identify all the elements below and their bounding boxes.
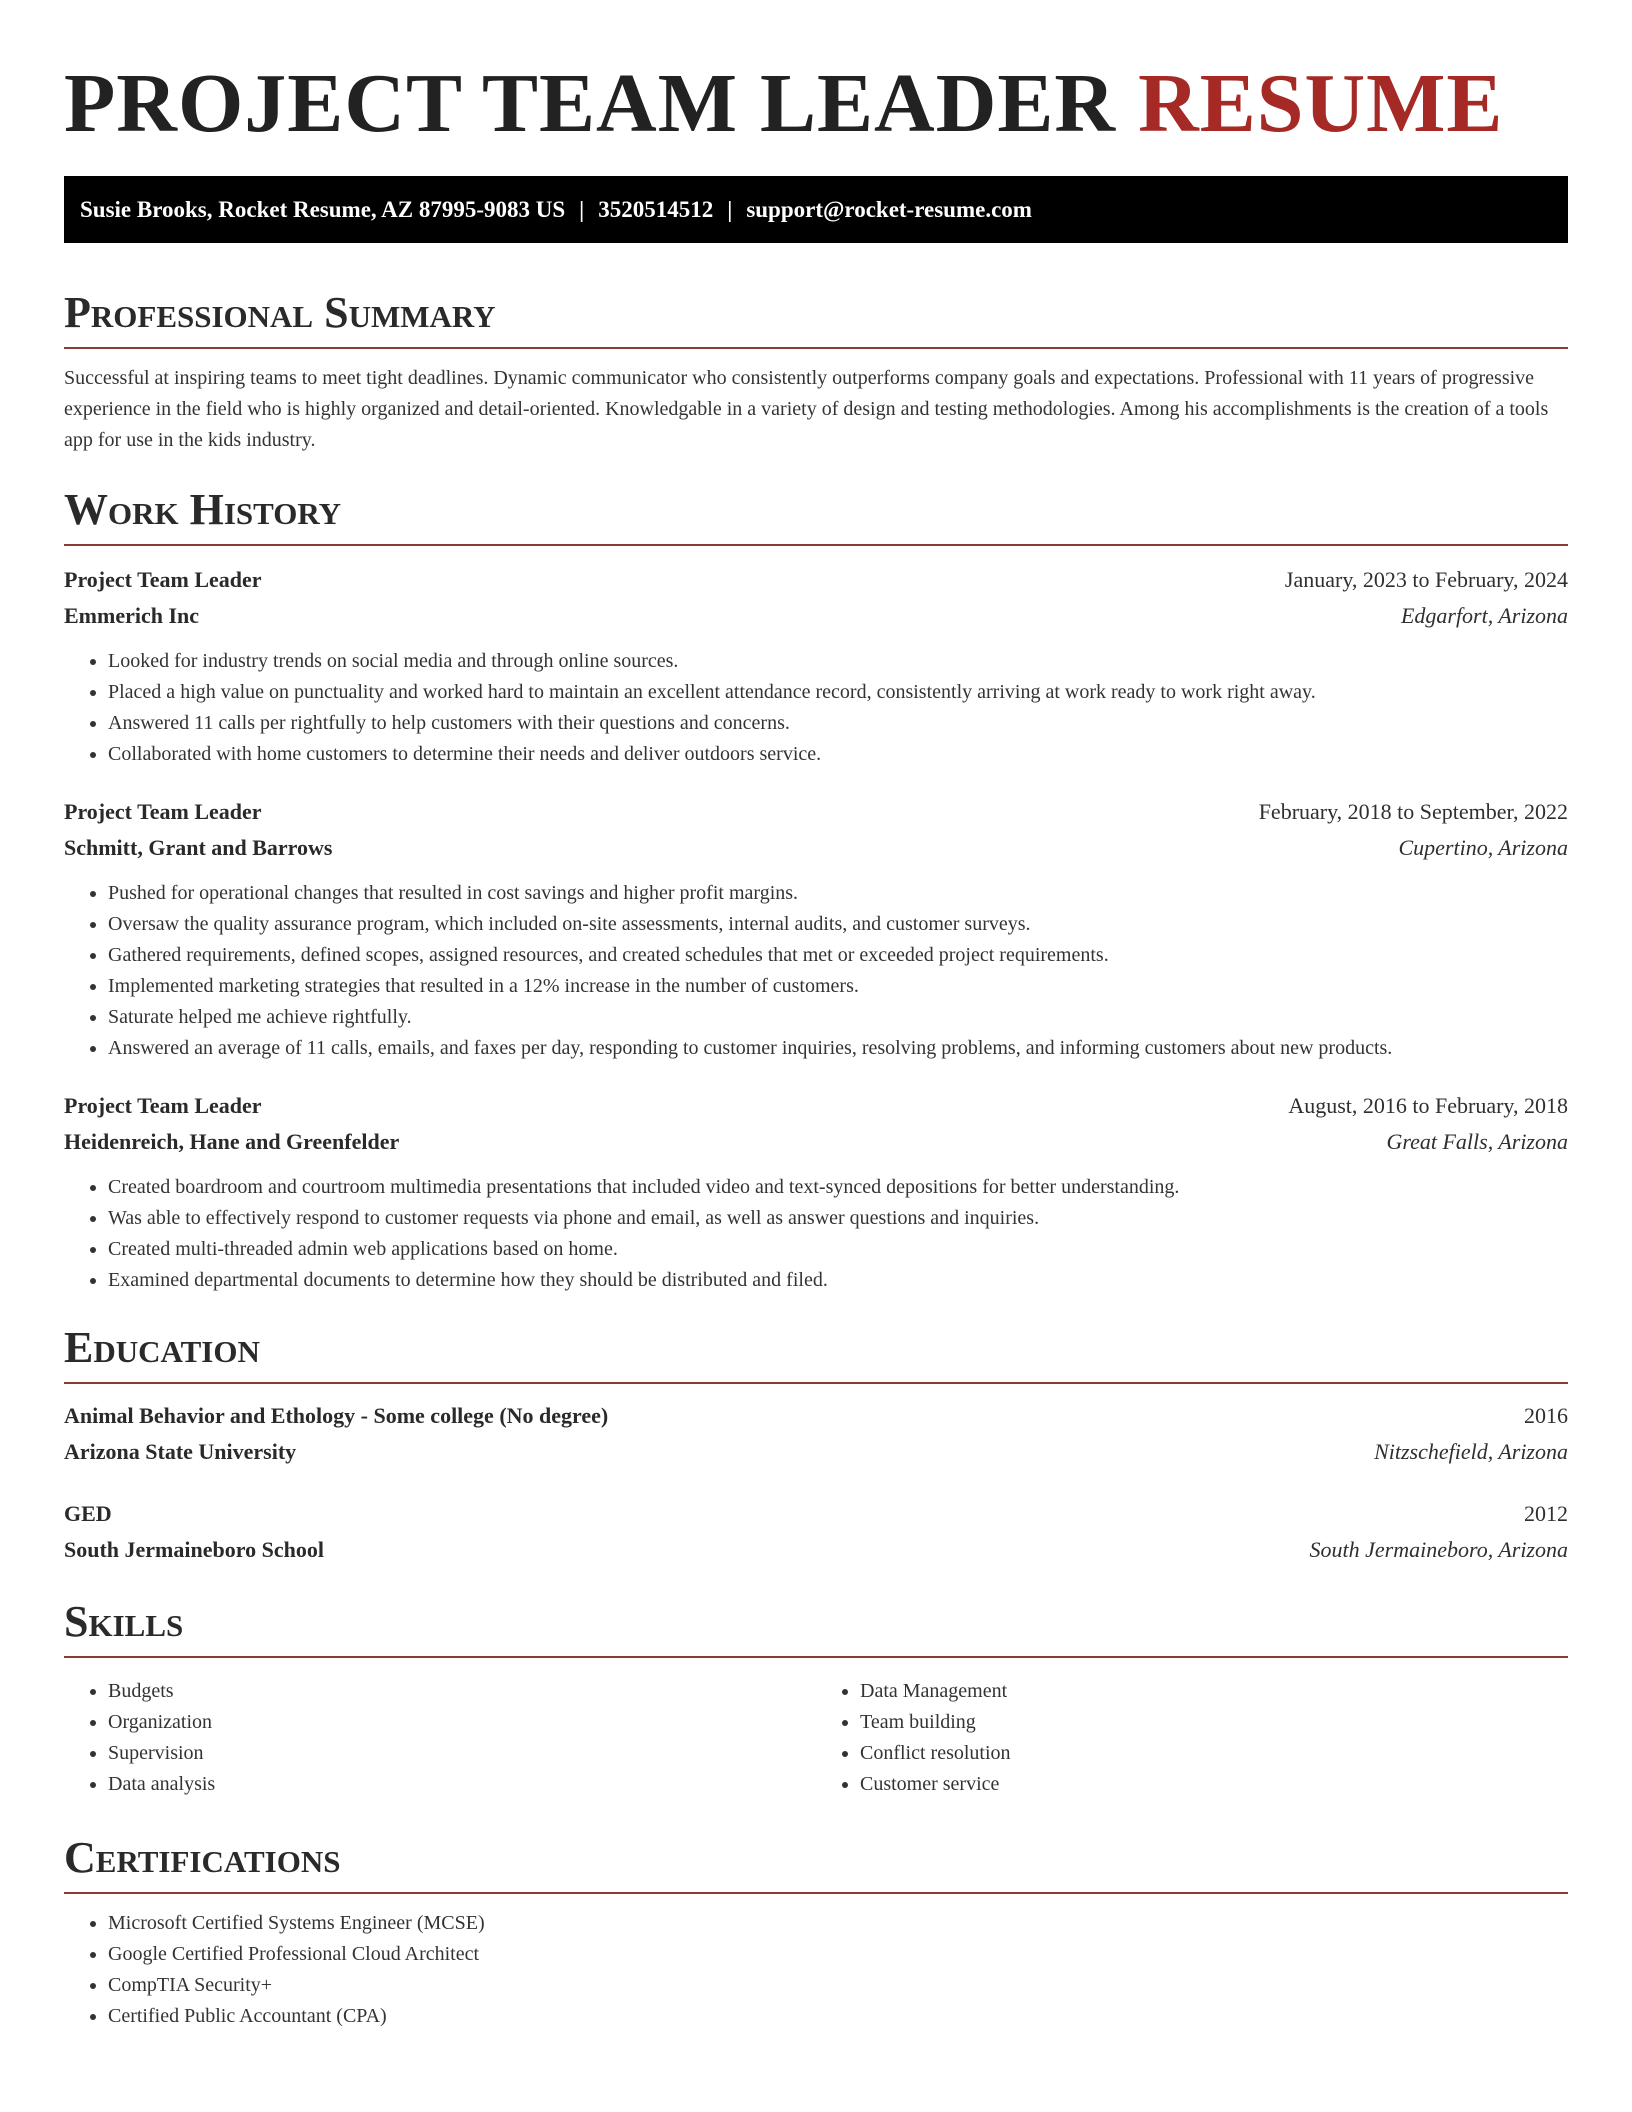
section-divider (64, 544, 1568, 546)
skill-item: • Organization (108, 1707, 816, 1738)
education-school: South Jermaineboro School (64, 1537, 324, 1562)
section-heading: Certifications (64, 1833, 341, 1882)
title-accent: RESUME (1138, 57, 1504, 150)
section-heading: Work History (64, 485, 342, 534)
job-dates: August, 2016 to February, 2018 (1288, 1093, 1568, 1118)
contact-phone: 3520514512 (598, 197, 714, 222)
skills-section (64, 1594, 1568, 1800)
job-duty: • Gathered requirements, defined scopes, assigned resources, and created schedules that met or exceeded project requirements. (108, 940, 1568, 971)
certification-item: • Microsoft Certified Systems Engineer (MCSE) (108, 1908, 1568, 1939)
job-entry (64, 794, 1568, 1064)
skills-column-right (816, 1676, 1568, 1800)
skills-grid (64, 1672, 1568, 1800)
education-entry (64, 1398, 1568, 1470)
skill-item: • Supervision (108, 1738, 816, 1769)
certification-item: • Certified Public Accountant (CPA) (108, 2001, 1568, 2032)
resume-title (64, 56, 1568, 152)
job-duty: • Examined departmental documents to determine how they should be distributed and filed. (108, 1265, 1568, 1296)
education-degree: GED (64, 1501, 112, 1526)
summary-section (64, 285, 1568, 456)
education-location: South Jermaineboro, Arizona (1309, 1537, 1568, 1562)
job-duties (64, 878, 1568, 1064)
education-year: 2016 (1524, 1403, 1568, 1428)
job-location: Great Falls, Arizona (1386, 1129, 1568, 1154)
job-duties (64, 646, 1568, 770)
work-history-section (64, 482, 1568, 1296)
skill-item: • Customer service (860, 1769, 1568, 1800)
skill-item: • Data analysis (108, 1769, 816, 1800)
job-duty: • Saturate helped me achieve rightfully. (108, 1002, 1568, 1033)
skill-item: • Team building (860, 1707, 1568, 1738)
education-location: Nitzschefield, Arizona (1374, 1439, 1568, 1464)
job-duty: • Pushed for operational changes that resulted in cost savings and higher profit margins. (108, 878, 1568, 909)
section-divider (64, 347, 1568, 349)
job-dates: February, 2018 to September, 2022 (1258, 799, 1568, 824)
job-duty: • Answered 11 calls per rightfully to help customers with their questions and concerns. (108, 708, 1568, 739)
contact-address: Susie Brooks, Rocket Resume, AZ 87995-9083 US (80, 197, 566, 222)
education-section (64, 1320, 1568, 1568)
education-year: 2012 (1524, 1501, 1568, 1526)
job-duty: • Oversaw the quality assurance program, which included on-site assessments, internal audits, and customer surveys. (108, 909, 1568, 940)
job-company: Schmitt, Grant and Barrows (64, 835, 333, 860)
job-duties (64, 1172, 1568, 1296)
job-location: Edgarfort, Arizona (1400, 603, 1568, 628)
job-duty: • Collaborated with home customers to determine their needs and deliver outdoors service. (108, 739, 1568, 770)
job-company: Emmerich Inc (64, 603, 200, 628)
education-school: Arizona State University (64, 1439, 297, 1464)
job-title: Project Team Leader (64, 567, 262, 592)
summary-text: Successful at inspiring teams to meet tight deadlines. Dynamic communicator who consistently outperforms company goals and expectations. Professional with 11 years of progressive experience in the field who is highly organized and detail-oriented. Knowledgable in a variety of design and testing methodologies. Among his accomplishments is the creation of a tools app for use in the kids industry. (64, 367, 1549, 451)
job-title: Project Team Leader (64, 799, 262, 824)
section-heading: Skills (64, 1597, 184, 1646)
job-duty: • Placed a high value on punctuality and worked hard to maintain an excellent attendance record, consistently arriving at work ready to work right away. (108, 677, 1568, 708)
section-heading: Education (64, 1323, 260, 1372)
job-title: Project Team Leader (64, 1093, 262, 1118)
certifications-list (64, 1908, 1568, 2032)
job-duty: • Created boardroom and courtroom multimedia presentations that included video and text-synced depositions for better understanding. (108, 1172, 1568, 1203)
job-company: Heidenreich, Hane and Greenfelder (64, 1129, 400, 1154)
skills-column-left (64, 1676, 816, 1800)
section-divider (64, 1382, 1568, 1384)
section-heading: Professional Summary (64, 288, 496, 337)
job-duty: • Was able to effectively respond to customer requests via phone and email, as well as answer questions and inquiries. (108, 1203, 1568, 1234)
section-divider (64, 1892, 1568, 1894)
certifications-section (64, 1830, 1568, 2032)
contact-separator: | (579, 197, 585, 222)
certification-item: • Google Certified Professional Cloud Architect (108, 1939, 1568, 1970)
skill-item: • Conflict resolution (860, 1738, 1568, 1769)
section-divider (64, 1656, 1568, 1658)
job-duty: • Created multi-threaded admin web applications based on home. (108, 1234, 1568, 1265)
job-entry (64, 1088, 1568, 1296)
skill-item: • Budgets (108, 1676, 816, 1707)
contact-email: support@rocket-resume.com (746, 197, 1032, 222)
job-entry (64, 562, 1568, 770)
contact-bar (64, 176, 1568, 243)
certification-item: • CompTIA Security+ (108, 1970, 1568, 2001)
job-duty: • Looked for industry trends on social media and through online sources. (108, 646, 1568, 677)
education-entry (64, 1496, 1568, 1568)
job-duty: • Answered an average of 11 calls, emails, and faxes per day, responding to customer inquiries, resolving problems, and informing customers about new products. (108, 1033, 1568, 1064)
job-location: Cupertino, Arizona (1398, 835, 1568, 860)
skill-item: • Data Management (860, 1676, 1568, 1707)
job-duty: • Implemented marketing strategies that resulted in a 12% increase in the number of customers. (108, 971, 1568, 1002)
title-main: PROJECT TEAM LEADER (64, 57, 1117, 150)
education-degree: Animal Behavior and Ethology - Some college (No degree) (64, 1403, 609, 1428)
job-dates: January, 2023 to February, 2024 (1284, 567, 1568, 592)
contact-separator: | (727, 197, 733, 222)
